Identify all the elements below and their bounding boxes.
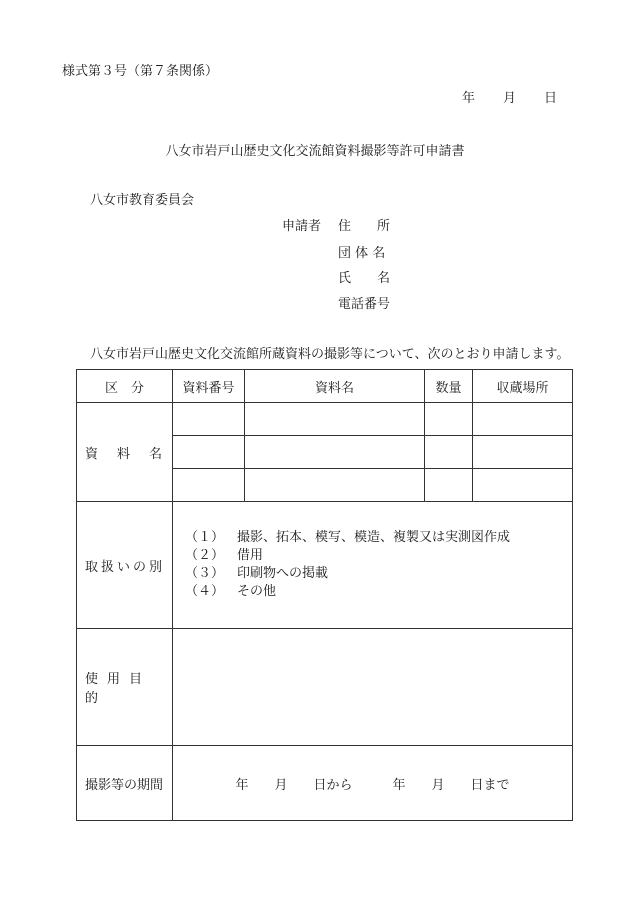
handling-option-number: （３） xyxy=(185,566,225,581)
form-number-label: 様式第３号（第７条関係） xyxy=(62,64,219,79)
period-row xyxy=(77,746,573,821)
handling-type-label: 取扱いの別 xyxy=(77,502,173,629)
phone-label: 電話番号 xyxy=(338,297,391,312)
storage-location-cell[interactable] xyxy=(473,469,573,502)
applicant-heading: 申請者 xyxy=(282,219,322,234)
materials-row-label: 資 料 名 xyxy=(77,403,173,502)
handling-option-text: 借用 xyxy=(237,548,264,563)
header-storage-location: 収蔵場所 xyxy=(473,370,573,403)
table-header-row xyxy=(77,370,573,403)
table-row xyxy=(77,403,573,436)
period-from-day: 日から xyxy=(313,777,353,793)
material-name-cell[interactable] xyxy=(245,403,425,436)
header-quantity: 数量 xyxy=(425,370,473,403)
header-material-name: 資料名 xyxy=(245,370,425,403)
material-name-cell[interactable] xyxy=(245,469,425,502)
purpose-label: 使用目的 xyxy=(77,629,173,746)
purpose-field[interactable] xyxy=(173,629,573,746)
header-category: 区 分 xyxy=(77,370,173,403)
organization-label: 団 体 名 xyxy=(338,246,386,261)
material-number-cell[interactable] xyxy=(173,469,245,502)
handling-options-list xyxy=(173,529,572,601)
application-statement: 八女市岩戸山歴史文化交流館所蔵資料の撮影等について、次のとおり申請します。 xyxy=(90,347,570,362)
storage-location-cell[interactable] xyxy=(473,403,573,436)
address-label: 住 所 xyxy=(338,219,391,234)
quantity-cell[interactable] xyxy=(425,403,473,436)
handling-row xyxy=(77,502,573,629)
quantity-cell[interactable] xyxy=(425,436,473,469)
name-label: 氏 名 xyxy=(338,271,391,286)
handling-option[interactable] xyxy=(185,529,572,547)
material-number-cell[interactable] xyxy=(173,403,245,436)
application-table xyxy=(76,369,573,821)
addressee: 八女市教育委員会 xyxy=(90,193,195,208)
material-number-cell[interactable] xyxy=(173,436,245,469)
handling-options-cell xyxy=(173,502,573,629)
quantity-cell[interactable] xyxy=(425,469,473,502)
period-from-month: 月 xyxy=(274,777,288,793)
period-to-day: 日まで xyxy=(470,777,510,793)
date-day-label: 日 xyxy=(544,91,558,106)
handling-option-number: （２） xyxy=(185,548,225,563)
handling-option[interactable] xyxy=(185,583,572,601)
date-year-label: 年 xyxy=(462,91,476,106)
handling-option-number: （１） xyxy=(185,530,225,545)
handling-option[interactable] xyxy=(185,565,572,583)
period-from-year: 年 xyxy=(235,777,249,793)
period-to-month: 月 xyxy=(431,777,445,793)
handling-option[interactable] xyxy=(185,547,572,565)
period-field[interactable] xyxy=(173,746,573,821)
storage-location-cell[interactable] xyxy=(473,436,573,469)
material-name-cell[interactable] xyxy=(245,436,425,469)
handling-option-text: 撮影、拓本、模写、模造、複製又は実測図作成 xyxy=(237,530,511,545)
application-date xyxy=(462,91,557,107)
date-month-label: 月 xyxy=(503,91,517,106)
handling-option-text: その他 xyxy=(237,584,277,599)
handling-option-text: 印刷物への掲載 xyxy=(237,566,329,581)
document-title: 八女市岩戸山歴史文化交流館資料撮影等許可申請書 xyxy=(165,144,465,159)
header-material-number: 資料番号 xyxy=(173,370,245,403)
period-label: 撮影等の期間 xyxy=(77,746,173,821)
period-to-year: 年 xyxy=(392,777,406,793)
handling-option-number: （４） xyxy=(185,584,225,599)
purpose-row xyxy=(77,629,573,746)
